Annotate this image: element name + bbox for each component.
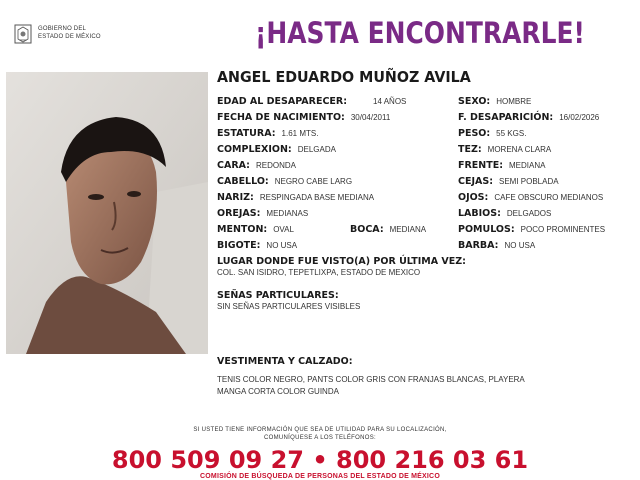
field-chin: MENTON: OVAL [217,224,294,235]
field-complexion: TEZ: MORENA CLARA [458,144,552,155]
person-name: ANGEL EDUARDO MUÑOZ AVILA [217,68,471,86]
field-mouth: BOCA: MEDIANA [350,224,427,235]
marks-title: SEÑAS PARTICULARES: [217,290,339,301]
marks-text: SIN SEÑAS PARTICULARES VISIBLES [217,302,361,311]
last-seen-text: COL. SAN ISIDRO, TEPETLIXPA, ESTADO DE MEXICO [217,268,421,277]
field-birthdate: FECHA DE NACIMIENTO: 30/04/2011 [217,112,391,123]
clothing-title: VESTIMENTA Y CALZADO: [217,356,353,367]
field-weight: PESO: 55 KGS. [458,128,527,139]
commission-name: COMISIÓN DE BÚSQUEDA DE PERSONAS DEL ESTADO DE MÉXICO [200,473,440,480]
field-lips: LABIOS: DELGADOS [458,208,552,219]
missing-person-photo [6,72,208,354]
logo-line-2: ESTADO DE MÉXICO [38,34,101,40]
field-build: COMPLEXION: DELGADA [217,144,336,155]
field-ears: OREJAS: MEDIANAS [217,208,309,219]
field-mustache: BIGOTE: NO USA [217,240,298,251]
headline: ¡HASTA ENCONTRARLE! [255,16,585,50]
state-emblem-icon [12,22,34,46]
field-cheekbones: POMULOS: POCO PROMINENTES [458,224,606,235]
field-age: EDAD AL DESAPARECER: 14 AÑOS [217,96,407,107]
footer-note-1: SI USTED TIENE INFORMACIÓN QUE SEA DE UTILIDAD PARA SU LOCALIZACIÓN, [193,427,447,433]
field-eyebrows: CEJAS: SEMI POBLADA [458,176,559,187]
footer-note-2: COMUNÍQUESE A LOS TELÉFONOS: [264,435,376,441]
field-sex: SEXO: HOMBRE [458,96,532,107]
field-hair: CABELLO: NEGRO CABE LARG [217,176,353,187]
field-nose: NARIZ: RESPINGADA BASE MEDIANA [217,192,375,203]
field-face: CARA: REDONDA [217,160,296,171]
field-beard: BARBA: NO USA [458,240,536,251]
government-logo [12,20,122,50]
field-height: ESTATURA: 1.61 MTS. [217,128,319,139]
last-seen-title: LUGAR DONDE FUE VISTO(A) POR ÚLTIMA VEZ: [217,256,466,267]
logo-line-1: GOBIERNO DEL [38,26,87,32]
phone-numbers: 800 509 09 27 • 800 216 03 61 [111,446,529,474]
field-disappearance-date: F. DESAPARICIÓN: 16/02/2026 [458,112,600,123]
field-eyes: OJOS: CAFE OBSCURO MEDIANOS [458,192,604,203]
clothing-line-1: TENIS COLOR NEGRO, PANTS COLOR GRIS CON FRANJAS BLANCAS, PLAYERA [217,375,525,384]
clothing-line-2: MANGA CORTA COLOR GUINDA [217,387,339,396]
field-forehead: FRENTE: MEDIANA [458,160,546,171]
